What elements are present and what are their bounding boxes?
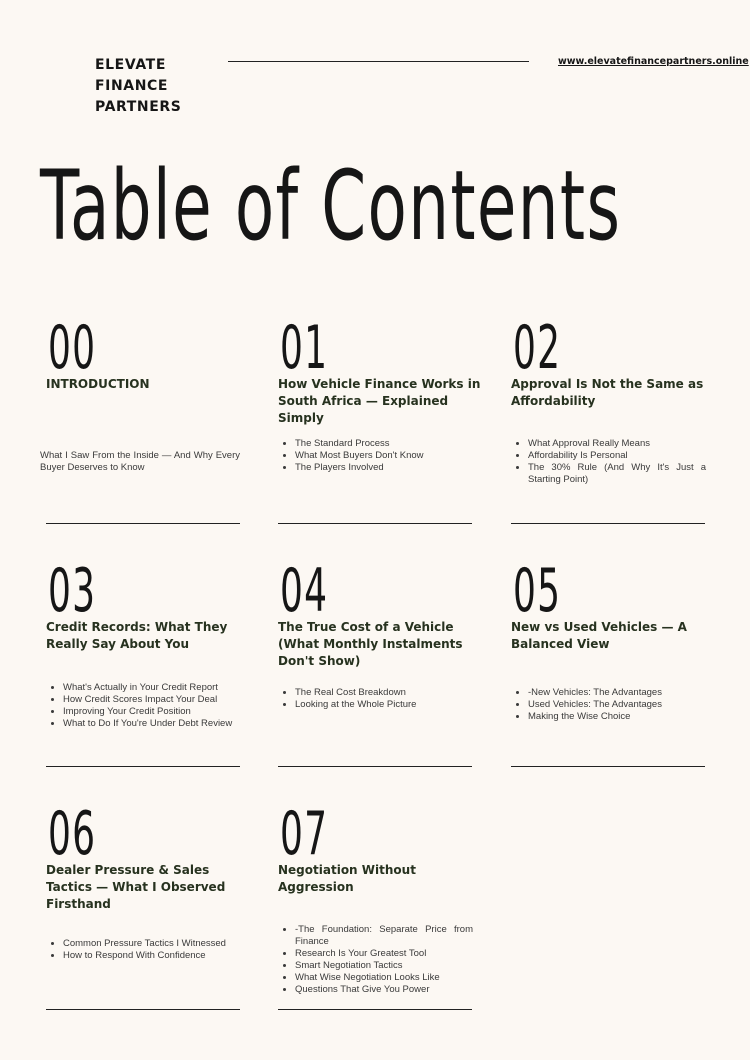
- section-item-list: [46, 682, 241, 730]
- list-item: • What Most Buyers Don't Know: [295, 450, 473, 462]
- section-divider: [278, 523, 472, 524]
- list-item: • Affordability Is Personal: [528, 450, 706, 462]
- list-item: • Improving Your Credit Position: [63, 706, 241, 718]
- section-intro-text: What I Saw From the Inside — And Why Every Buyer Deserves to Know: [40, 450, 240, 473]
- section-heading: Dealer Pressure & Sales Tactics — What I Observed Firsthand: [46, 863, 226, 911]
- section-number: 01: [280, 313, 329, 383]
- section-divider: [278, 1009, 472, 1010]
- section-number: 02: [513, 313, 562, 383]
- list-item: • Making the Wise Choice: [528, 711, 706, 723]
- section-heading: Negotiation Without Aggression: [278, 863, 416, 894]
- list-item: • -The Foundation: Separate Price from Finance: [295, 924, 473, 948]
- list-item: • The Real Cost Breakdown: [295, 687, 473, 699]
- section-item-list: [46, 938, 241, 962]
- list-item: • Questions That Give You Power: [295, 984, 473, 996]
- section-item-list: [278, 924, 473, 996]
- list-item: • What Approval Really Means: [528, 438, 706, 450]
- section-number: 05: [513, 556, 562, 626]
- section-divider: [46, 1009, 240, 1010]
- brand-line: FINANCE: [95, 78, 169, 94]
- section-item-list: [511, 438, 706, 486]
- section-item-list: [511, 687, 706, 723]
- section-heading: How Vehicle Finance Works in South Africa — Explained Simply: [278, 377, 481, 425]
- header-divider: [228, 61, 529, 62]
- section-heading: Credit Records: What They Really Say About You: [46, 620, 228, 651]
- brand-line: ELEVATE: [95, 57, 166, 73]
- section-divider: [511, 523, 705, 524]
- section-heading: New vs Used Vehicles — A Balanced View: [511, 620, 687, 651]
- list-item: • Looking at the Whole Picture: [295, 699, 473, 711]
- section-number: 06: [48, 799, 97, 869]
- list-item: • What Wise Negotiation Looks Like: [295, 972, 473, 984]
- list-item: • How to Respond With Confidence: [63, 950, 241, 962]
- list-item: • Common Pressure Tactics I Witnessed: [63, 938, 241, 950]
- list-item: • What's Actually in Your Credit Report: [63, 682, 241, 694]
- list-item: • -New Vehicles: The Advantages: [528, 687, 706, 699]
- list-item: • The Standard Process: [295, 438, 473, 450]
- list-item: • Research Is Your Greatest Tool: [295, 948, 473, 960]
- section-heading: Approval Is Not the Same as Affordability: [511, 377, 704, 408]
- list-item: • The Players Involved: [295, 462, 473, 474]
- list-item: • Used Vehicles: The Advantages: [528, 699, 706, 711]
- section-item-list: [278, 687, 473, 711]
- list-item: • Smart Negotiation Tactics: [295, 960, 473, 972]
- page-title: Table of Contents: [40, 150, 622, 262]
- section-number: 03: [48, 556, 97, 626]
- section-heading: INTRODUCTION: [46, 377, 150, 391]
- section-number: 00: [48, 313, 97, 383]
- section-number: 04: [280, 556, 329, 626]
- section-divider: [46, 766, 240, 767]
- list-item: • How Credit Scores Impact Your Deal: [63, 694, 241, 706]
- list-item: • What to Do If You're Under Debt Review: [63, 718, 241, 730]
- section-divider: [278, 766, 472, 767]
- brand-logo-text: [95, 55, 181, 118]
- website-link[interactable]: www.elevatefinancepartners.online: [558, 56, 749, 67]
- list-item: • The 30% Rule (And Why It's Just a Starting Point): [528, 462, 706, 486]
- section-number: 07: [280, 799, 329, 869]
- brand-line: PARTNERS: [95, 99, 182, 115]
- section-divider: [511, 766, 705, 767]
- section-heading: The True Cost of a Vehicle (What Monthly Instalments Don't Show): [278, 620, 463, 668]
- section-item-list: [278, 438, 473, 474]
- section-divider: [46, 523, 240, 524]
